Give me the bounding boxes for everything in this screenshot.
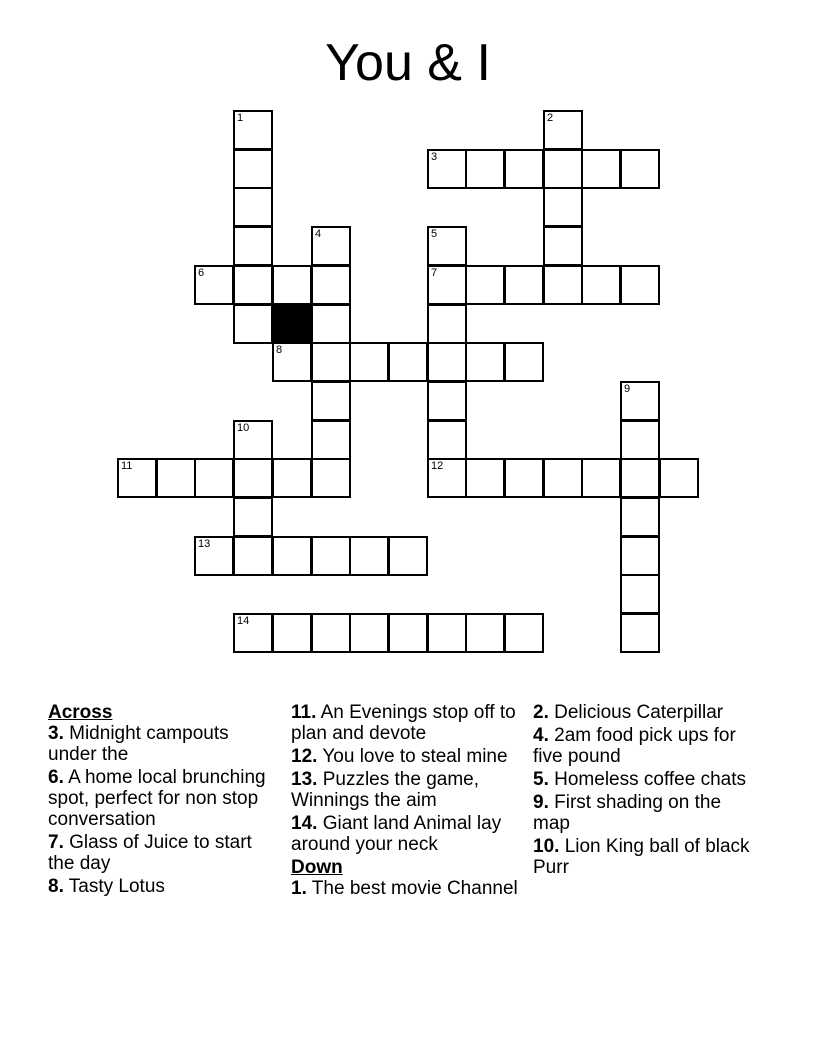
clue-number-label: 12. bbox=[291, 746, 318, 767]
clue-number: 13 bbox=[198, 538, 211, 550]
grid-cell[interactable] bbox=[388, 613, 428, 653]
clue-item bbox=[291, 878, 519, 899]
clue-item bbox=[291, 769, 519, 811]
grid-cell[interactable] bbox=[620, 420, 660, 460]
grid-cell[interactable] bbox=[233, 536, 273, 576]
grid-cell[interactable] bbox=[427, 458, 467, 498]
grid-cell[interactable] bbox=[233, 149, 273, 189]
clue-number: 3 bbox=[431, 151, 438, 163]
grid-cell[interactable] bbox=[543, 458, 583, 498]
grid-cell[interactable] bbox=[349, 536, 389, 576]
clue-number-label: 14. bbox=[291, 813, 318, 834]
clue-number-label: 5. bbox=[533, 769, 549, 790]
grid-cell[interactable] bbox=[272, 342, 312, 382]
grid-cell[interactable] bbox=[272, 536, 312, 576]
clue-text: Giant land Animal lay around your neck bbox=[291, 813, 502, 855]
grid-cell[interactable] bbox=[504, 613, 544, 653]
clue-item bbox=[48, 876, 276, 897]
clue-number: 14 bbox=[237, 615, 250, 627]
grid-cell[interactable] bbox=[427, 149, 467, 189]
clue-number: 7 bbox=[431, 267, 438, 279]
clue-text: You love to steal mine bbox=[317, 746, 508, 767]
grid-cell[interactable] bbox=[311, 613, 351, 653]
clue-number-label: 3. bbox=[48, 723, 64, 744]
clues-column-3 bbox=[533, 702, 761, 880]
clue-text: Tasty Lotus bbox=[63, 876, 165, 897]
clue-number: 4 bbox=[315, 228, 322, 240]
clue-text: Midnight campouts under the bbox=[48, 723, 229, 765]
grid-cell[interactable] bbox=[620, 574, 660, 614]
grid-cell[interactable] bbox=[659, 458, 699, 498]
grid-cell[interactable] bbox=[427, 381, 467, 421]
grid-cell[interactable] bbox=[194, 265, 234, 305]
grid-cell[interactable] bbox=[233, 497, 273, 537]
clue-text: Homeless coffee chats bbox=[548, 769, 746, 790]
grid-cell[interactable] bbox=[504, 149, 544, 189]
grid-cell[interactable] bbox=[581, 265, 621, 305]
clue-number-label: 4. bbox=[533, 725, 549, 746]
grid-cell[interactable] bbox=[194, 536, 234, 576]
grid-cell[interactable] bbox=[620, 458, 660, 498]
clue-number-label: 2. bbox=[533, 702, 549, 723]
grid-cell[interactable] bbox=[620, 265, 660, 305]
grid-cell[interactable] bbox=[465, 265, 505, 305]
clue-text: A home local brunching spot, perfect for non stop conversation bbox=[48, 767, 266, 830]
clue-number-label: 10. bbox=[533, 836, 560, 857]
clue-item bbox=[48, 832, 276, 874]
clue-item bbox=[48, 767, 276, 830]
clue-text: Delicious Caterpillar bbox=[548, 702, 724, 723]
clue-item bbox=[533, 836, 761, 878]
clue-text: An Evenings stop off to plan and devote bbox=[291, 702, 516, 744]
grid-cell[interactable] bbox=[504, 265, 544, 305]
grid-cell[interactable] bbox=[194, 458, 234, 498]
down-heading: Down bbox=[291, 857, 343, 878]
grid-cell[interactable] bbox=[427, 265, 467, 305]
clues-column-1 bbox=[48, 702, 276, 899]
grid-cell[interactable] bbox=[620, 613, 660, 653]
grid-cell[interactable] bbox=[272, 613, 312, 653]
clues-column-2 bbox=[291, 702, 519, 901]
grid-cell[interactable] bbox=[311, 226, 351, 266]
clue-text: 2am food pick ups for five pound bbox=[533, 725, 736, 767]
grid-cell[interactable] bbox=[465, 149, 505, 189]
grid-cell[interactable] bbox=[272, 265, 312, 305]
grid-cell[interactable] bbox=[233, 458, 273, 498]
clue-number-label: 7. bbox=[48, 832, 64, 853]
clue-number-label: 11. bbox=[291, 702, 317, 723]
grid-cell[interactable] bbox=[620, 149, 660, 189]
clue-number: 11 bbox=[121, 460, 133, 472]
clue-number: 8 bbox=[276, 344, 283, 356]
clue-number-label: 9. bbox=[533, 792, 549, 813]
clue-number: 2 bbox=[547, 112, 554, 124]
grid-cell[interactable] bbox=[272, 458, 312, 498]
grid-cell[interactable] bbox=[504, 458, 544, 498]
grid-cell[interactable] bbox=[504, 342, 544, 382]
grid-cell[interactable] bbox=[581, 458, 621, 498]
grid-cell[interactable] bbox=[465, 342, 505, 382]
grid-cell[interactable] bbox=[543, 149, 583, 189]
grid-cell[interactable] bbox=[311, 265, 351, 305]
clue-number-label: 1. bbox=[291, 878, 307, 899]
grid-cell[interactable] bbox=[388, 536, 428, 576]
clue-item bbox=[48, 723, 276, 765]
grid-cell[interactable] bbox=[543, 187, 583, 227]
clue-number-label: 13. bbox=[291, 769, 318, 790]
clue-number-label: 8. bbox=[48, 876, 64, 897]
grid-cell[interactable] bbox=[620, 536, 660, 576]
clue-text: First shading on the map bbox=[533, 792, 722, 834]
grid-cell[interactable] bbox=[388, 342, 428, 382]
clue-number-label: 6. bbox=[48, 767, 64, 788]
grid-cell[interactable] bbox=[311, 381, 351, 421]
grid-cell[interactable] bbox=[117, 458, 157, 498]
grid-cell[interactable] bbox=[233, 226, 273, 266]
grid-cell[interactable] bbox=[581, 149, 621, 189]
grid-cell[interactable] bbox=[311, 458, 351, 498]
grid-cell[interactable] bbox=[156, 458, 196, 498]
grid-cell[interactable] bbox=[543, 265, 583, 305]
clue-item bbox=[533, 792, 761, 834]
clue-text: Puzzles the game, Winnings the aim bbox=[291, 769, 480, 811]
grid-cell[interactable] bbox=[543, 110, 583, 150]
clue-text: The best movie Channel bbox=[306, 878, 518, 899]
grid-cell[interactable] bbox=[620, 381, 660, 421]
grid-cell[interactable] bbox=[620, 497, 660, 537]
grid-cell[interactable] bbox=[427, 342, 467, 382]
grid-cell[interactable] bbox=[233, 110, 273, 150]
grid-cell[interactable] bbox=[543, 226, 583, 266]
clue-item bbox=[533, 702, 761, 723]
clue-number: 10 bbox=[237, 422, 250, 434]
grid-cell[interactable] bbox=[311, 420, 351, 460]
grid-cell[interactable] bbox=[311, 536, 351, 576]
grid-cell[interactable] bbox=[427, 420, 467, 460]
grid-cell[interactable] bbox=[465, 613, 505, 653]
grid-cell[interactable] bbox=[427, 304, 467, 344]
clue-text: Glass of Juice to start the day bbox=[48, 832, 252, 874]
grid-cell[interactable] bbox=[233, 613, 273, 653]
grid-cell[interactable] bbox=[233, 187, 273, 227]
clue-text: Lion King ball of black Purr bbox=[533, 836, 750, 878]
grid-cell[interactable] bbox=[311, 342, 351, 382]
clue-item bbox=[291, 702, 519, 744]
clue-item bbox=[291, 813, 519, 855]
clue-number: 1 bbox=[237, 112, 244, 124]
grid-cell[interactable] bbox=[311, 304, 351, 344]
block-cell bbox=[272, 304, 312, 344]
clue-number: 9 bbox=[624, 383, 631, 395]
clue-number: 6 bbox=[198, 267, 205, 279]
clue-item bbox=[533, 769, 761, 790]
grid-cell[interactable] bbox=[233, 304, 273, 344]
clue-number: 12 bbox=[431, 460, 444, 472]
clue-number: 5 bbox=[431, 228, 438, 240]
grid-cell[interactable] bbox=[427, 226, 467, 266]
clue-item bbox=[533, 725, 761, 767]
grid-cell[interactable] bbox=[349, 613, 389, 653]
clue-item bbox=[291, 746, 519, 767]
grid-cell[interactable] bbox=[465, 458, 505, 498]
grid-cell[interactable] bbox=[233, 265, 273, 305]
puzzle-title: You & I bbox=[325, 34, 491, 92]
across-heading: Across bbox=[48, 702, 113, 723]
grid-cell[interactable] bbox=[233, 420, 273, 460]
grid-cell[interactable] bbox=[427, 613, 467, 653]
grid-cell[interactable] bbox=[349, 342, 389, 382]
